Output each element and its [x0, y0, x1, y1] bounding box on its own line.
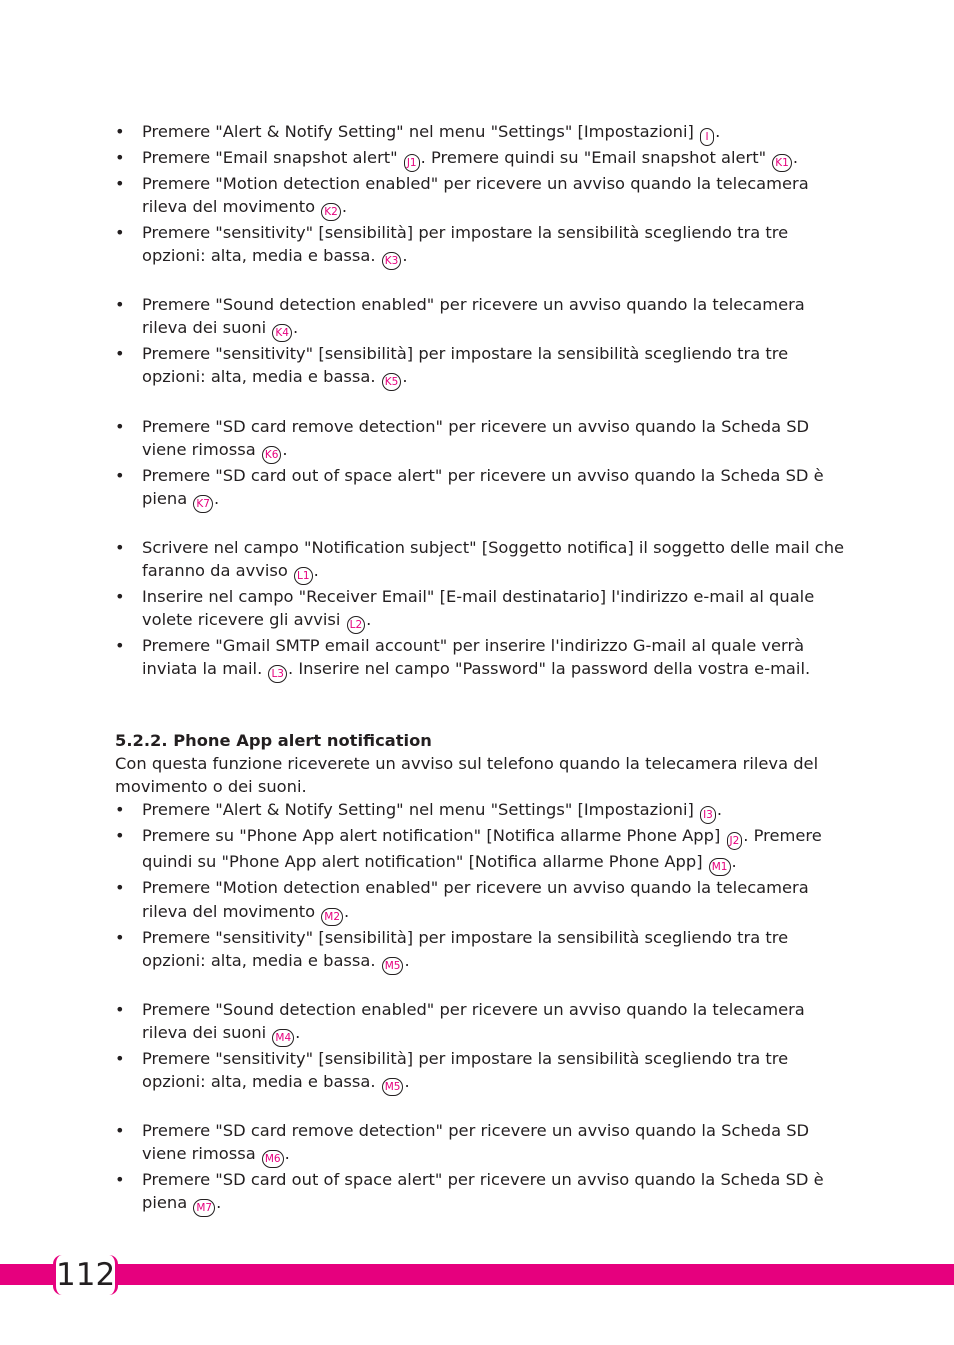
list-item: [115, 824, 845, 876]
list-item: [115, 464, 845, 513]
item-text: .: [282, 439, 288, 459]
callout-ref-icon: L3: [268, 665, 287, 683]
item-text: .: [402, 246, 408, 266]
item-text: Premere "sensitivity" [sensibilità] per impostare la sensibilità scegliendo tra tre opzioni: alta, media e bassa.: [142, 1048, 789, 1091]
callout-ref-icon: I3: [700, 806, 716, 824]
item-text: Premere "SD card remove detection" per ricevere un avviso quando la Scheda SD viene rimossa: [142, 416, 810, 459]
callout-ref-icon: K6: [262, 446, 282, 464]
item-text: Premere "SD card remove detection" per ricevere un avviso quando la Scheda SD viene rimossa: [142, 1120, 810, 1164]
list-item: [115, 1119, 845, 1168]
callout-ref-icon: I: [700, 128, 714, 146]
item-text: .: [716, 800, 723, 820]
list-item: [115, 1168, 845, 1217]
callout-ref-icon: J2: [727, 832, 743, 850]
list-item: [115, 998, 845, 1047]
list-item: [115, 120, 845, 146]
item-text: .: [213, 488, 220, 508]
item-text: Premere "Sound detection enabled" per ricevere un avviso quando la telecamera rileva dei suoni: [142, 295, 805, 338]
item-text: Premere "Motion detection enabled" per ricevere un avviso quando la telecamera rileva del movimento: [142, 878, 809, 921]
item-text: . Inserire nel campo "Password" la password della vostra e-mail.: [287, 659, 811, 679]
callout-ref-icon: M7: [193, 1199, 215, 1217]
bullet-list: [115, 536, 845, 683]
item-text: Premere su "Phone App alert notification" [Notifica allarme Phone App]: [142, 826, 726, 846]
item-text: .: [292, 318, 299, 338]
document-body: [115, 120, 845, 1217]
callout-ref-icon: M6: [262, 1150, 284, 1168]
item-text: Premere "sensitivity" [sensibilità] per impostare la sensibilità scegliendo tra tre opzioni: alta, media e bassa.: [142, 344, 789, 387]
list-item: [115, 146, 845, 172]
item-text: Inserire nel campo "Receiver Email" [E-mail destinatario] l'indirizzo e-mail al quale volete ricevere gli avvisi: [142, 586, 815, 630]
item-text: Premere "Alert & Notify Setting" nel menu "Settings" [Impostazioni]: [142, 800, 700, 820]
intro-paragraph: Con questa funzione riceverete un avviso sul telefono quando la telecamera rileva del movimento o dei suoni.: [115, 754, 819, 797]
bullet-list: [115, 998, 845, 1096]
item-text: .: [792, 148, 799, 167]
item-text: Premere "Alert & Notify Setting" nel menu "Settings" [Impostazioni]: [142, 122, 700, 141]
section-heading: 5.2.2. Phone App alert notification: [115, 731, 432, 751]
callout-ref-icon: K2: [321, 203, 341, 221]
item-text: .: [216, 1193, 222, 1213]
item-text: .: [731, 852, 737, 872]
bullet-list: [115, 1119, 845, 1217]
list-item: [115, 415, 845, 464]
callout-ref-icon: K5: [382, 373, 402, 391]
item-text: .: [341, 197, 348, 217]
list-item: [115, 585, 845, 634]
item-text: Premere "Email snapshot alert": [142, 148, 403, 167]
item-text: Premere "SD card out of space alert" per ricevere un avviso quando la Scheda SD è piena: [142, 465, 824, 508]
item-text: .: [404, 950, 410, 970]
list-item: [115, 221, 845, 270]
item-text: Premere "SD card out of space alert" per ricevere un avviso quando la Scheda SD è piena: [142, 1170, 824, 1213]
item-text: .: [402, 367, 408, 387]
item-text: .: [284, 1144, 290, 1164]
item-text: .: [404, 1071, 410, 1091]
item-text: Scrivere nel campo "Notification subject" [Soggetto notifica] il soggetto delle mail che faranno da avviso: [142, 537, 845, 580]
item-text: .: [295, 1022, 301, 1042]
callout-ref-icon: M5: [382, 957, 404, 975]
item-text: .: [366, 610, 372, 630]
bullet-list: [115, 415, 845, 513]
item-text: Premere "Motion detection enabled" per ricevere un avviso quando la telecamera rileva del movimento: [142, 174, 809, 217]
footer-bar: [0, 1264, 954, 1285]
callout-ref-icon: L2: [347, 616, 366, 634]
page-number: 112: [56, 1257, 116, 1293]
bullet-list: [115, 120, 845, 270]
item-text: Premere "Sound detection enabled" per ricevere un avviso quando la telecamera rileva dei suoni: [142, 999, 805, 1042]
callout-ref-icon: M5: [382, 1078, 404, 1096]
list-item: [115, 798, 845, 824]
item-text: Premere "sensitivity" [sensibilità] per impostare la sensibilità scegliendo tra tre opzioni: alta, media e bassa.: [142, 223, 789, 266]
list-item: [115, 172, 845, 221]
item-text: .: [344, 901, 350, 921]
list-item: [115, 293, 845, 342]
callout-ref-icon: M2: [321, 908, 343, 926]
list-item: [115, 536, 845, 585]
list-item: [115, 342, 845, 391]
item-text: .: [313, 560, 319, 580]
callout-ref-icon: K3: [382, 252, 402, 270]
callout-ref-icon: K1: [772, 154, 792, 172]
list-item: [115, 1047, 845, 1096]
callout-ref-icon: M4: [272, 1029, 294, 1047]
item-text: .: [715, 122, 721, 141]
callout-ref-icon: K4: [272, 324, 292, 342]
callout-ref-icon: J1: [404, 154, 420, 172]
bullet-list: [115, 293, 845, 391]
callout-ref-icon: K7: [193, 495, 213, 513]
list-item: [115, 876, 845, 925]
item-text: Premere "Gmail SMTP email account" per inserire l'indirizzo G-mail al quale verrà inviata la mail.: [142, 636, 805, 679]
item-text: . Premere quindi su "Email snapshot alert": [420, 148, 772, 167]
callout-ref-icon: M1: [709, 858, 731, 876]
callout-ref-icon: L1: [294, 567, 313, 585]
bullet-list: [115, 798, 845, 974]
list-item: [115, 926, 845, 975]
list-item: [115, 634, 845, 683]
item-text: . Premere quindi su "Phone App alert notification" [Notifica allarme Phone App]: [142, 826, 822, 872]
item-text: Premere "sensitivity" [sensibilità] per impostare la sensibilità scegliendo tra tre opzioni: alta, media e bassa.: [142, 927, 789, 970]
page-number-box: [53, 1255, 118, 1295]
